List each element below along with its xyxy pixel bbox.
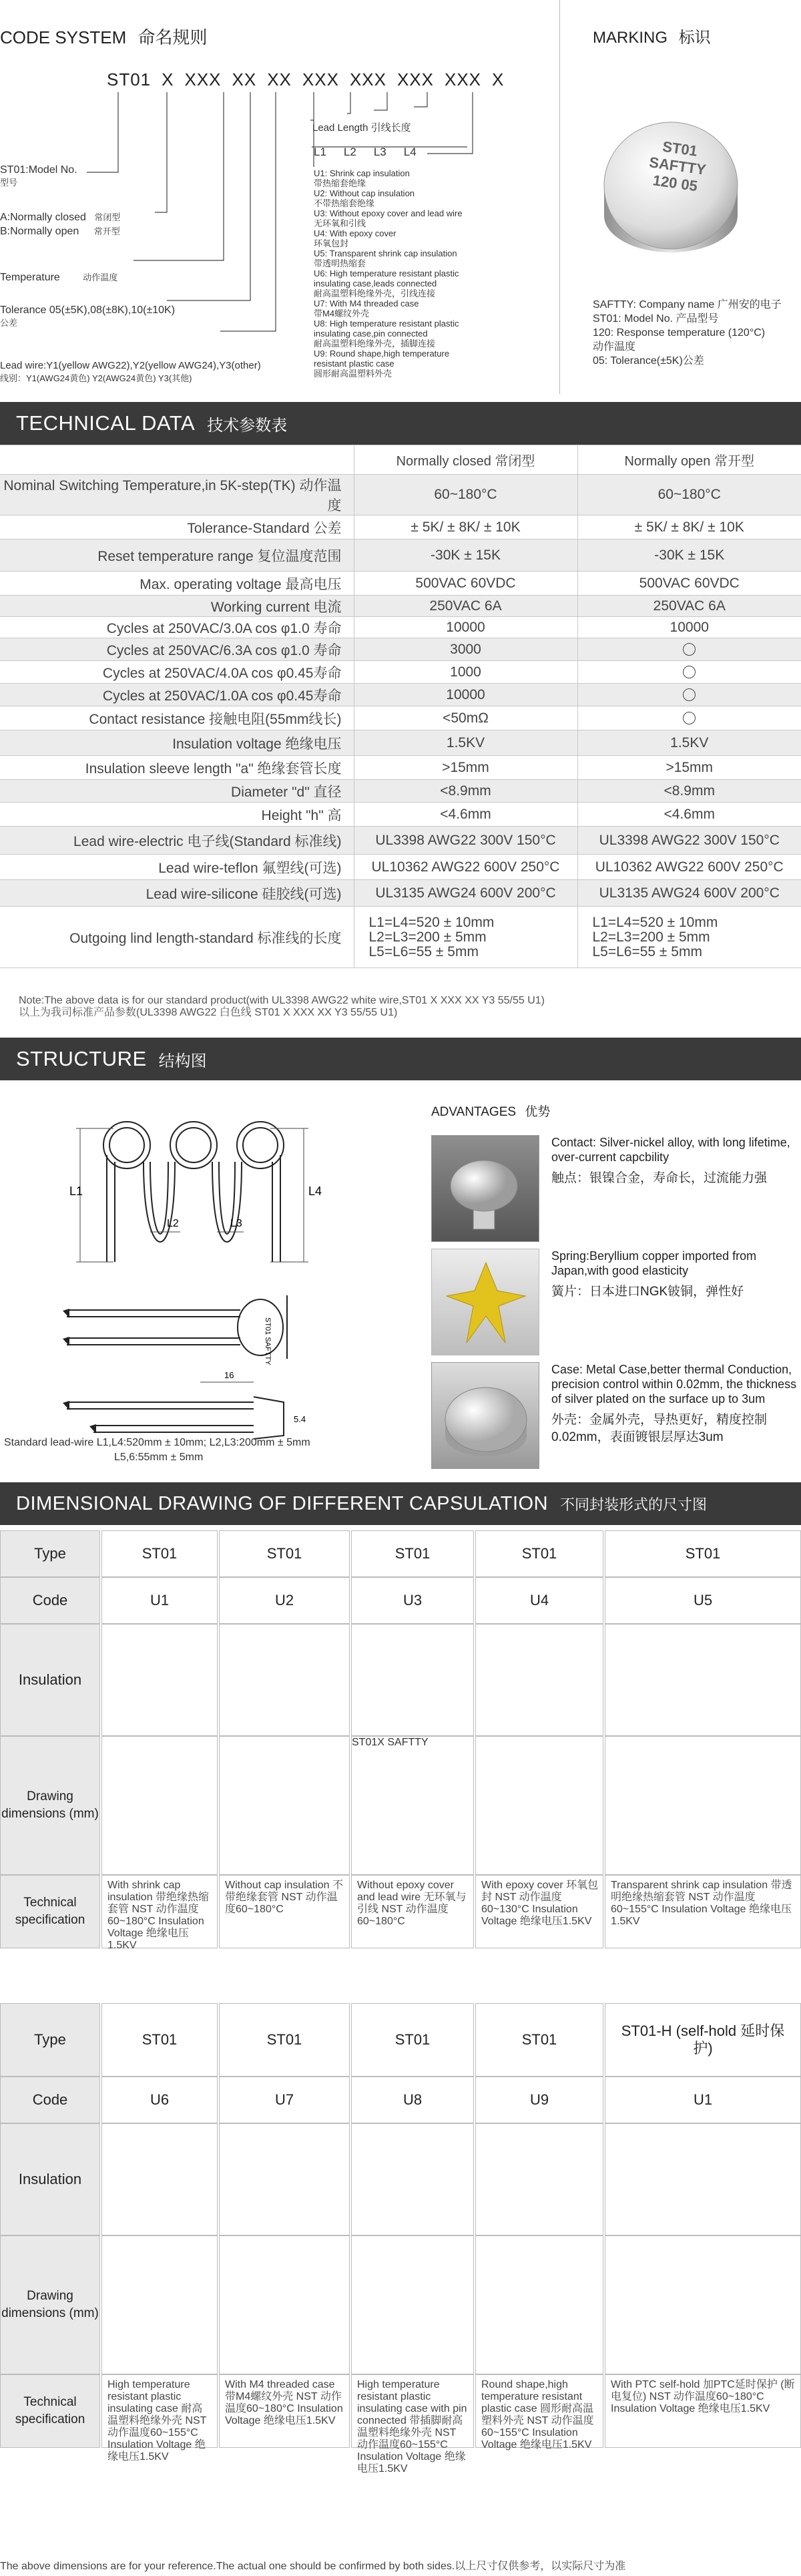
marking-title-en: MARKING [593,29,668,47]
dim-cell [475,2235,603,2374]
marking-desc-line: ST01: Model No. 产品型号 [593,313,719,325]
model-label-cn: 型号 [0,178,18,188]
tech-row [0,540,801,572]
svg-text:ST01X SAFTTY: ST01X SAFTTY [352,1737,429,1748]
tech-row [0,661,801,684]
dim-cell [351,1736,474,1875]
advantage-item [551,1249,800,1301]
code-system-title-en: CODE SYSTEM [0,27,127,47]
tech-row-nc: 10000 [354,617,577,638]
dim-cell [351,2123,474,2235]
tech-row-no: -30K ± 15K [577,540,801,572]
lead-column: L2 [343,146,356,158]
no-label [0,224,120,238]
dim-row-label: Insulation [0,1624,100,1736]
insulation-option: U8: High temperature resistant plastic [314,318,459,329]
technical-data-band [0,402,801,445]
lead-column: L3 [373,146,386,158]
dim-cell [219,2235,350,2374]
dim-cell [605,1875,801,1948]
tech-row-nc: -30K ± 15K [354,540,577,572]
dim-cell [475,1577,603,1624]
insulation-option: 耐高温塑料绝缘外壳，引线连接 [314,288,436,298]
tech-row-no [577,706,801,730]
structure-title-en: STRUCTURE [16,1047,147,1070]
dim-cell [101,1736,218,1875]
insulation-options [314,168,474,379]
tech-row-nc: 3000 [354,638,577,661]
dim-spec: High temperature resistant plastic insulating case 耐高温塑料绝缘外壳 NST 动作温度60~155°C Insulation Voltage 绝缘电压1.5KV [107,2379,207,2462]
tech-row-no: 500VAC 60VDC [577,572,801,596]
dim-type: ST01 [266,2031,302,2048]
dim-cell [351,2077,474,2123]
tech-row-nc: >15mm [354,756,577,780]
dim-code: U9 [529,2091,549,2108]
dim-l3: L3 [230,1218,242,1229]
tech-header-no: Normally open 常开型 [577,445,801,475]
nc-label [0,210,120,224]
tech-row [0,596,801,617]
nc-label-en: A:Normally closed [0,212,86,223]
insulation-option: resistant plastic case [314,359,394,369]
advantage-en: Case: Metal Case,better thermal Conduction, precision control within 0.02mm, the thickness of silver plated on the surface up to 3um [551,1363,797,1406]
circle-icon [683,712,696,724]
dim-spec: Round shape,high temperature resistant plastic case 圆形耐高温塑料外壳 NST 动作温度60~155°C Insulation Voltage 绝缘电压1.5KV [481,2379,594,2450]
tech-row [0,803,801,827]
tech-row [0,638,801,661]
dim-spec: High temperature resistant plastic insulating case with pin connected 带插脚耐高温塑料绝缘外壳 NST 动作温度60~155°C Insulation Voltage 绝缘电压1.5KV [357,2379,467,2475]
tech-header-blank [0,445,354,475]
dim-code: U4 [529,1592,549,1608]
advantage-en: Spring:Beryllium copper imported from Japan,with good elasticity [551,1249,757,1277]
dim-type: ST01 [394,1545,431,1562]
dim-16: 16 [224,1370,234,1380]
dim-cell [101,2003,218,2077]
dim-code: U3 [403,1592,423,1608]
tech-row-no: UL3398 AWG22 300V 150°C [577,827,801,855]
dim-cell [101,2374,218,2462]
dim-row-label: Technical specification [0,1875,100,1948]
insulation-option: 带透明热缩套 [314,258,366,268]
dim-row-label: Code [0,1577,100,1624]
circle-icon [683,688,696,701]
dim-cell [605,1530,801,1577]
dim-spec: With shrink cap insulation 带绝缘热缩套管 NST 动作温度60~180°C Insulation Voltage 绝缘电压1.5KV [107,1880,210,1951]
dim-l4: L4 [308,1185,322,1198]
tech-row [0,684,801,706]
dim-row-label: Drawing dimensions (mm) [0,1736,100,1875]
dim-cell [219,2003,350,2077]
dim-cell [605,2235,801,2374]
temp-label-en: Temperature [0,272,60,283]
dim-cell [101,2077,218,2123]
dim-spec: With epoxy cover 环氧包封 NST 动作温度60~130°C Insulation Voltage 绝缘电压1.5KV [481,1880,599,1927]
tol-label-en: Tolerance 05(±5K),08(±8K),10(±10K) [0,304,176,316]
code-segment: XXX [349,69,386,89]
adv-img-contact [431,1135,539,1242]
nc-label-cn: 常闭型 [94,212,121,222]
dim-cell [219,1736,350,1875]
dim-code: U1 [693,2091,713,2108]
dim-cell [475,2003,603,2077]
tech-row-nc: 60~180°C [354,475,577,515]
dim-cell [475,2374,603,2448]
dim-cell [351,2003,474,2077]
advantage-cn: 外壳：金属外壳，导热更好，精度控制0.02mm，表面镀银层厚达3um [551,1413,768,1444]
tech-row-outgoing [0,907,801,968]
dim-type: ST01 [521,1545,557,1562]
outgoing-line: L1=L4=520 ± 10mm [368,914,495,930]
dim-cell [101,2123,218,2235]
lead-column: L4 [403,146,417,158]
insulation-option: U5: Transparent shrink cap insulation [314,248,457,258]
tech-row-nc: <50mΩ [354,706,577,730]
tech-row [0,617,801,638]
outgoing-line: L5=L6=55 ± 5mm [368,943,479,959]
tech-row-label: Cycles at 250VAC/4.0A cos φ0.45寿命 [0,661,354,684]
lead-length-label: Lead Length 引线长度 [312,122,411,134]
insulation-option: 环氧包封 [314,238,349,248]
tech-row-label: Lead wire-silicone 硅胶线(可选) [0,880,354,907]
code-segment: X [162,69,174,89]
technical-title-cn: 技术参数表 [207,416,288,435]
lead-wire-label-en: Lead wire:Y1(yellow AWG22),Y2(yellow AWG24),Y3(other) [0,360,261,371]
structure-band [0,1038,801,1080]
technical-note-cn: 以上为我司标准产品参数(UL3398 AWG22 白色线 ST01 X XXX XX Y3 55/55 U1) [19,1007,398,1018]
code-segment: XX [232,69,257,89]
tech-row [0,855,801,880]
tech-row-label: Contact resistance 接触电阻(55mm线长) [0,706,354,730]
marking-title-cn: 标识 [678,29,711,47]
insulation-option: 带热缩套绝缘 [314,178,366,188]
tech-row-no: 60~180°C [577,475,801,515]
dim-type: ST01 [685,1545,721,1562]
tech-row-nc: <8.9mm [354,780,577,803]
structure-drawing [0,1088,414,1462]
dim-type: ST01 [142,2031,178,2048]
tol-label-cn: 公差 [0,318,18,328]
dim-spec: With PTC self-hold 加PTC延时保护 (断电复位) NST 动作温度60~180°C Insulation Voltage 绝缘电压1.5KV [611,2379,795,2414]
insulation-option: U7: With M4 threaded case [314,298,419,308]
insulation-option: U3: Without epoxy cover and lead wire [314,208,463,218]
lead-wire-label [0,359,261,385]
insulation-option: U6: High temperature resistant plastic [314,268,459,278]
tol-label [0,304,175,329]
dim-row-label: Technical specification [0,2374,100,2448]
lead-columns [314,146,434,159]
dimension-drawing [352,1737,429,1748]
tech-row-label: Insulation voltage 绝缘电压 [0,730,354,756]
temp-label [0,270,117,284]
advantages-title-cn: 优势 [525,1105,551,1119]
dim-cell [351,2235,474,2374]
tech-row [0,572,801,596]
code-segment: XXX [302,69,339,89]
marking-cap-text [637,136,718,198]
dim-cell [475,1875,603,1948]
dimensional-footer: The above dimensions are for your reference.The actual one should be confirmed by both sides.以上尺寸仅供参考，以实际尺寸为准 [0,2561,626,2572]
tech-row-nc: 10000 [354,684,577,706]
dimensional-title-en: DIMENSIONAL DRAWING OF DIFFERENT CAPSULATION [16,1492,549,1514]
tech-row-no [577,684,801,706]
dim-cell [219,1530,350,1577]
outgoing-line: L1=L4=520 ± 10mm [592,914,718,930]
tech-outgoing-no [577,907,801,968]
marking-desc-line: SAFTTY: Company name 广州安的电子 [593,299,782,310]
dim-row-label: Drawing dimensions (mm) [0,2235,100,2374]
tech-row-label: Insulation sleeve length "a" 绝缘套管长度 [0,756,354,780]
tech-row-nc: UL10362 AWG22 600V 250°C [354,855,577,880]
model-label [0,164,77,189]
code-segment: XX [267,69,292,89]
dim-cell [475,2077,603,2123]
code-segment: ST01 [107,69,152,89]
code-system-title-cn: 命名规则 [138,27,208,47]
dim-cell [351,1530,474,1577]
technical-note-en: Note:The above data is for our standard product(with UL3398 AWG22 white wire,ST01 X XXX XX Y3 55/55 U1) [19,995,545,1006]
dim-row-label: Code [0,2077,100,2123]
dim-type: ST01 [521,2031,557,2048]
advantage-en: Contact: Silver-nickel alloy, with long lifetime, over-current capcbility [551,1136,790,1164]
tech-row-no: UL3135 AWG24 600V 200°C [577,880,801,907]
dim-cell [101,1577,218,1624]
lead-wire-label-cn: 线别：Y1(AWG24黄色) Y2(AWG24黄色) Y3(其他) [0,373,192,383]
dim-cell [351,1577,474,1624]
cap-line: SAFTTY [647,154,708,178]
technical-title-en: TECHNICAL DATA [16,411,196,435]
marking-desc-line: 动作温度 [593,341,636,353]
marking-desc [593,298,782,368]
tech-row-no: 1.5KV [577,730,801,756]
dim-cell [605,1577,801,1624]
dim-cell [605,1736,801,1875]
dim-cell [351,1875,474,1948]
dim-cell [475,1624,603,1736]
dim-cell [605,2374,801,2448]
marking-title [593,24,711,47]
outgoing-line: L5=L6=55 ± 5mm [592,943,702,959]
dimensional-band [0,1482,801,1525]
lead-caption-2: L5,6:55mm ± 5mm [114,1452,204,1463]
tech-row-label: Height "h" 高 [0,803,354,827]
tech-row [0,475,801,515]
dim-cell [101,1875,218,1951]
dim-code: U6 [150,2091,170,2108]
tech-row-label: Diameter "d" 直径 [0,780,354,803]
dim-cell [101,2235,218,2374]
dim-cell [605,2003,801,2077]
dim-cell [605,2077,801,2123]
tech-row-nc: 1000 [354,661,577,684]
dim-l2: L2 [167,1218,179,1229]
cap-line: ST01 [661,138,699,160]
dim-cell [101,1530,218,1577]
dim-cell [475,1530,603,1577]
tech-row [0,756,801,780]
outgoing-line: L2=L3=200 ± 5mm [592,929,710,945]
tech-row-nc: 250VAC 6A [354,596,577,617]
tech-row [0,515,801,540]
tech-row-label: Cycles at 250VAC/1.0A cos φ0.45寿命 [0,684,354,706]
dim-cell [475,1736,603,1875]
tech-row-label: Max. operating voltage 最高电压 [0,572,354,596]
tech-row [0,880,801,907]
dim-l1: L1 [69,1185,83,1198]
insulation-option: U4: With epoxy cover [314,228,396,238]
tech-header-nc: Normally closed 常闭型 [354,445,577,475]
technical-note [19,995,545,1019]
lead-column: L1 [314,146,326,158]
dim-spec: Without epoxy cover and lead wire 无环氧与引线 NST 动作温度60~180°C [357,1880,467,1927]
tech-row-no [577,661,801,684]
tech-row [0,706,801,730]
dim-cell [219,1577,350,1624]
dim-type: ST01-H (self-hold 延时保护) [621,2022,785,2057]
dim-cell [219,1875,350,1948]
dim-code: U7 [274,2091,294,2108]
tech-row-nc: 1.5KV [354,730,577,756]
lead-caption-1: Standard lead-wire L1,L4:520mm ± 10mm; L2,L3:200mm ± 5mm [4,1437,310,1448]
insulation-option: U1: Shrink cap insulation [314,168,410,178]
tech-row-nc: UL3135 AWG24 600V 200°C [354,880,577,907]
tech-row-no: 10000 [577,617,801,638]
tech-row-nc: 500VAC 60VDC [354,572,577,596]
dim-spec: With M4 threaded case 带M4螺纹外壳 NST 动作温度60~180°C Insulation Voltage 绝缘电压1.5KV [225,2379,343,2426]
tech-row-no: >15mm [577,756,801,780]
circle-icon [683,643,696,656]
dim-cell [605,2123,801,2235]
dim-row-label: Insulation [0,2123,100,2235]
dimensional-title-cn: 不同封装形式的尺寸图 [560,1496,708,1513]
dim-code: U2 [274,1592,294,1608]
code-segment: X [492,69,505,89]
tech-row-no: ± 5K/ ± 8K/ ± 10K [577,515,801,540]
dim-code: U5 [693,1592,713,1608]
advantage-cn: 触点：银镍合金，寿命长，过流能力强 [551,1171,768,1185]
tech-row-label: Nominal Switching Temperature,in 5K-step(TK) 动作温度 [0,475,354,515]
tech-row-no [577,638,801,661]
dim-cell [475,2123,603,2235]
code-segment: XXX [396,69,434,89]
circle-icon [683,666,696,678]
adv-img-spring [431,1249,539,1355]
cap-line: 120 05 [651,172,699,195]
insulation-option: 无环氧和引线 [314,218,366,228]
tech-row-label: Reset temperature range 复位温度范围 [0,540,354,572]
dim-5-4: 5.4 [294,1414,306,1424]
tech-row-label: Cycles at 250VAC/6.3A cos φ1.0 寿命 [0,638,354,661]
tech-row-label: Lead wire-teflon 氟塑线(可选) [0,855,354,880]
dim-spec: Without cap insulation 不带绝缘套管 NST 动作温度60~180°C [225,1880,343,1915]
tech-outgoing-nc [354,907,577,968]
tech-row [0,780,801,803]
insulation-option: 不带热缩套绝缘 [314,198,375,208]
tech-row-label: Cycles at 250VAC/3.0A cos φ1.0 寿命 [0,617,354,638]
advantage-cn: 簧片：日本进口NGK铍铜，弹性好 [551,1285,744,1299]
code-segment: XXX [445,69,482,89]
adv-img-case [431,1362,539,1469]
dim-cell [101,1624,218,1736]
tech-outgoing-label: Outgoing lind length-standard 标准线的长度 [0,907,354,968]
tech-row-no: UL10362 AWG22 600V 250°C [577,855,801,880]
dim-cell [219,2374,350,2448]
tech-row [0,730,801,756]
temp-label-cn: 动作温度 [83,272,118,282]
no-label-en: B:Normally open [0,226,79,237]
dim-row-label: Type [0,1530,100,1577]
tech-row-label: Tolerance-Standard 公差 [0,515,354,540]
tech-header-row [0,445,801,475]
technical-table [0,445,801,968]
tech-row-nc: <4.6mm [354,803,577,827]
side-cap-text: ST01 SAFTTY [264,1317,272,1365]
code-segment: XXX [184,69,222,89]
marking-desc-line: 05: Tolerance(±5K)公差 [593,355,704,367]
tech-row-label: Working current 电流 [0,596,354,617]
advantages-title [431,1102,550,1120]
model-label-en: ST01:Model No. [0,164,77,176]
insulation-option: 带M4螺纹外壳 [314,308,370,318]
dim-cell [219,1624,350,1736]
outgoing-line: L2=L3=200 ± 5mm [368,929,487,945]
tech-row-label: Lead wire-electric 电子线(Standard 标准线) [0,827,354,855]
dim-cell [219,2123,350,2235]
dim-cell [351,1624,474,1736]
dim-type: ST01 [142,1545,178,1562]
tech-row-no: <4.6mm [577,803,801,827]
dim-cell [605,1624,801,1736]
tech-row-no: <8.9mm [577,780,801,803]
marking-desc-line: 120: Response temperature (120°C) [593,327,766,339]
dim-code: U1 [150,1592,170,1608]
insulation-option: 圆形耐高温塑料外壳 [314,369,392,379]
advantages-title-en: ADVANTAGES [431,1105,517,1119]
insulation-option: U2: Without cap insulation [314,188,415,198]
dim-spec: Transparent shrink cap insulation 带透明绝缘热缩套管 NST 动作温度60~155°C Insulation Voltage 绝缘电压1.5KV [611,1880,792,1927]
lead-caption [4,1436,310,1465]
dim-type: ST01 [394,2031,431,2048]
structure-title-cn: 结构图 [158,1052,207,1070]
dim-row-label: Type [0,2003,100,2077]
tech-row-nc: ± 5K/ ± 8K/ ± 10K [354,515,577,540]
no-label-cn: 常开型 [93,226,120,236]
dim-type: ST01 [266,1545,302,1562]
tech-row [0,827,801,855]
dim-cell [351,2374,474,2475]
tech-row-no: 250VAC 6A [577,596,801,617]
insulation-option: 耐高温塑料绝缘外壳，插脚连接 [314,339,436,349]
insulation-option: U9: Round shape,high temperature [314,349,450,359]
dim-cell [219,2077,350,2123]
tech-row-nc: UL3398 AWG22 300V 150°C [354,827,577,855]
advantage-item [551,1135,800,1187]
insulation-option: insulating case,pin connected [314,329,428,339]
advantage-item [551,1362,800,1446]
dim-code: U8 [403,2091,423,2108]
insulation-option: insulating case,leads connected [314,278,437,288]
